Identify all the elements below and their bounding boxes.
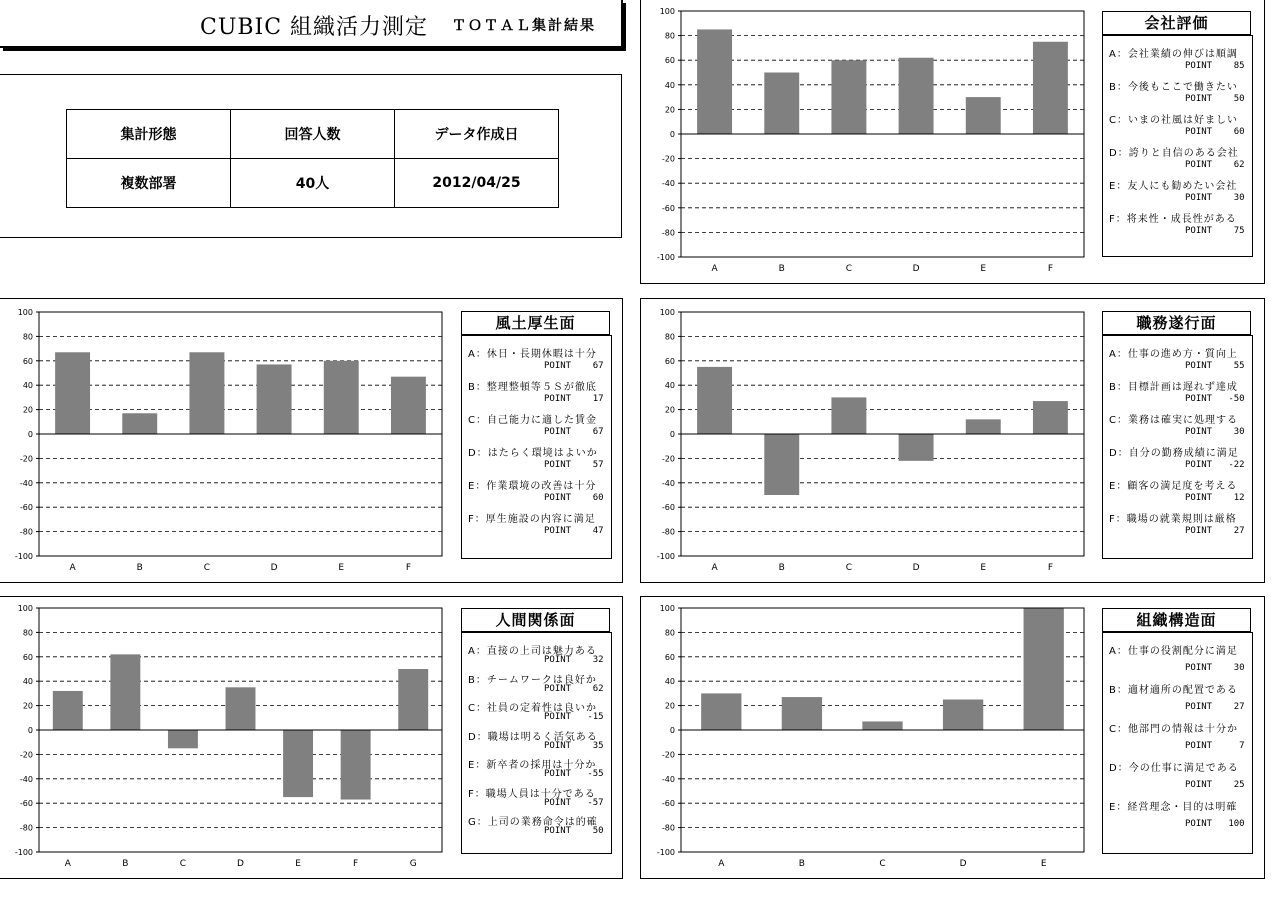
y-tick-label: -20	[19, 454, 33, 464]
y-tick-label: -80	[661, 823, 675, 833]
y-tick-label: 80	[664, 332, 675, 342]
legend-title: 会社評価	[1102, 11, 1251, 35]
legend-item-question: A：会社業績の伸びは順調	[1109, 49, 1238, 60]
x-tick-label: B	[136, 563, 143, 573]
legend-item-question: C：いまの社風は好ましい	[1109, 115, 1238, 126]
x-tick-label: F	[353, 859, 359, 869]
chart-panel	[640, 298, 1265, 583]
y-tick-label: -40	[661, 179, 675, 189]
summary-header-cell: 回答人数	[231, 110, 395, 159]
y-tick-label: 60	[664, 356, 675, 366]
x-tick-label: C	[845, 264, 853, 274]
legend-item	[468, 444, 610, 470]
bar	[324, 361, 359, 434]
bar	[110, 654, 140, 730]
legend-item-point: POINT 32	[544, 655, 604, 665]
y-tick-label: -80	[19, 527, 33, 537]
x-tick-label: B	[778, 563, 785, 573]
legend-item-point: POINT 50	[1185, 94, 1245, 104]
x-tick-label: C	[879, 859, 886, 869]
y-tick-label: 40	[664, 80, 675, 90]
x-tick-label: E	[1040, 859, 1047, 869]
bar	[283, 730, 313, 797]
legend-box	[1102, 632, 1253, 854]
legend-item	[1109, 642, 1251, 673]
bar	[168, 730, 198, 748]
bar	[899, 434, 934, 461]
legend-item	[468, 699, 610, 722]
legend-item-point: POINT 60	[544, 493, 604, 503]
bar	[1033, 42, 1068, 134]
y-tick-label: 80	[664, 31, 675, 41]
legend-item-point: POINT 17	[544, 394, 604, 404]
y-tick-label: -100	[656, 552, 675, 561]
bar	[966, 97, 1001, 134]
x-tick-label: A	[711, 264, 718, 274]
legend-title: 組織構造面	[1102, 608, 1251, 632]
legend-item-question: A：仕事の役割配分に満足	[1109, 646, 1238, 657]
legend-item-question: F：厚生施設の内容に満足	[468, 514, 596, 525]
x-tick-label: A	[64, 859, 71, 869]
y-tick-label: 0	[669, 726, 675, 735]
legend-item-question: A：直接の上司は魅力ある	[468, 646, 597, 657]
y-tick-label: 0	[27, 430, 33, 439]
x-tick-label: D	[959, 859, 967, 869]
legend-item-question: E：顧客の満足度を考える	[1109, 481, 1238, 492]
y-tick-label: -60	[661, 799, 675, 809]
legend-title: 人間関係面	[461, 608, 610, 632]
x-tick-label: C	[179, 859, 187, 869]
y-tick-label: 0	[669, 430, 675, 439]
x-tick-label: E	[295, 859, 301, 869]
legend-item-point: POINT -22	[1185, 460, 1245, 470]
summary-value-cell: 2012/04/25	[395, 159, 559, 208]
legend-item-point: POINT 25	[1185, 780, 1245, 790]
bar	[831, 397, 866, 434]
legend-item-question: E：作業環境の改善は十分	[468, 481, 597, 492]
y-tick-label: 0	[669, 130, 675, 139]
bar	[391, 377, 426, 434]
legend-item	[1109, 798, 1251, 829]
y-tick-label: 80	[22, 332, 33, 342]
bar	[1024, 608, 1064, 730]
y-tick-label: -40	[19, 478, 33, 488]
y-tick-label: 20	[664, 701, 675, 711]
legend-item	[468, 510, 610, 536]
summary-value-row	[67, 159, 559, 208]
x-tick-label: C	[845, 563, 853, 573]
summary-value-cell: 40人	[231, 159, 395, 208]
legend-item	[468, 411, 610, 437]
legend-item-point: POINT 30	[1185, 663, 1245, 673]
legend-item	[1109, 144, 1251, 170]
y-tick-label: 100	[659, 604, 675, 613]
legend-item	[1109, 720, 1251, 751]
legend-item-point: POINT 30	[1185, 427, 1245, 437]
legend-item-question: F：職場の就業規則は厳格	[1109, 514, 1237, 525]
legend-item-point: POINT 75	[1185, 226, 1245, 236]
y-tick-label: 80	[22, 628, 33, 638]
y-tick-label: -100	[656, 848, 675, 857]
y-tick-label: -40	[661, 774, 675, 784]
legend-item	[1109, 345, 1251, 371]
bar	[862, 721, 902, 730]
legend-item	[1109, 444, 1251, 470]
y-tick-label: -20	[661, 750, 675, 760]
y-tick-label: -20	[661, 454, 675, 464]
bar	[943, 700, 983, 731]
y-tick-label: 100	[17, 308, 33, 317]
report-header	[0, 0, 623, 48]
legend-item	[1109, 477, 1251, 503]
legend-item-point: POINT 62	[544, 683, 604, 694]
legend-item-point: POINT 12	[1185, 493, 1245, 503]
y-tick-label: -40	[19, 774, 33, 784]
legend-box	[461, 335, 612, 559]
legend-item	[468, 785, 610, 808]
bar	[226, 687, 256, 730]
y-tick-label: 60	[22, 652, 33, 662]
y-tick-label: 40	[22, 677, 33, 687]
legend-item-question: B：今後もここで働きたい	[1109, 82, 1238, 93]
x-tick-label: D	[912, 264, 920, 274]
legend-item-point: POINT 47	[544, 526, 604, 536]
legend-item-question: E：新卒者の採用は十分か	[468, 760, 597, 771]
chart-panel	[640, 596, 1265, 879]
legend-item-question: C：社員の定着性は良いか	[468, 703, 597, 714]
legend-item-point: POINT 100	[1185, 819, 1245, 829]
summary-table	[66, 109, 559, 208]
legend-item-question: B：適材適所の配置である	[1109, 685, 1238, 696]
legend-item-question: D：今の仕事に満足である	[1109, 763, 1239, 774]
y-tick-label: -80	[19, 823, 33, 833]
legend-item-point: POINT -50	[1185, 394, 1245, 404]
legend-item	[468, 642, 610, 665]
legend-item-point: POINT 85	[1185, 61, 1245, 71]
report-subtitle: ＴＯＴＡＬ集計結果	[452, 18, 596, 34]
y-tick-label: 100	[17, 604, 33, 613]
legend-item	[1109, 378, 1251, 404]
bar	[257, 364, 292, 434]
y-tick-label: 60	[664, 652, 675, 662]
legend-item-point: POINT 35	[544, 740, 604, 751]
bar	[831, 60, 866, 134]
y-tick-label: -20	[661, 154, 675, 164]
legend-item-question: D：誇りと自信のある会社	[1109, 148, 1239, 159]
legend-item	[1109, 681, 1251, 712]
legend-item-point: POINT 50	[544, 826, 604, 836]
y-tick-label: 20	[22, 405, 33, 415]
chart-panel	[0, 298, 623, 583]
bar	[55, 352, 90, 434]
x-tick-label: B	[122, 859, 129, 869]
legend-item	[468, 813, 610, 836]
summary-header-cell: データ作成日	[395, 110, 559, 159]
y-tick-label: -40	[661, 478, 675, 488]
legend-item	[1109, 111, 1251, 137]
legend-title: 風土厚生面	[461, 311, 610, 335]
y-tick-label: 20	[664, 405, 675, 415]
legend-item-point: POINT 30	[1185, 193, 1245, 203]
bar	[697, 29, 732, 134]
legend-item-point: POINT 7	[1185, 741, 1245, 751]
bar	[966, 419, 1001, 434]
legend-item	[1109, 510, 1251, 536]
y-tick-label: 20	[664, 105, 675, 115]
x-tick-label: A	[711, 563, 718, 573]
x-tick-label: C	[203, 563, 211, 573]
x-tick-label: D	[270, 563, 278, 573]
bar	[189, 352, 224, 434]
legend-item-point: POINT 27	[1185, 702, 1245, 712]
legend-item-question: F：将来性・成長性がある	[1109, 214, 1237, 225]
x-tick-label: B	[798, 859, 805, 869]
y-tick-label: -100	[656, 253, 675, 262]
chart-panel	[640, 0, 1265, 284]
y-tick-label: 40	[664, 381, 675, 391]
y-tick-label: 0	[27, 726, 33, 735]
legend-item-question: B：目標計画は遅れず達成	[1109, 382, 1238, 393]
x-tick-label: F	[1047, 563, 1054, 573]
x-tick-label: B	[778, 264, 785, 274]
legend-item	[468, 671, 610, 694]
bar	[341, 730, 371, 800]
legend-item-question: E：経営理念・目的は明確	[1109, 802, 1238, 813]
x-tick-label: F	[405, 563, 412, 573]
bar	[398, 669, 428, 730]
legend-item-point: POINT 55	[1185, 361, 1245, 371]
legend-item-question: E：友人にも勧めたい会社	[1109, 181, 1238, 192]
x-tick-label: E	[980, 264, 987, 274]
summary-header-cell: 集計形態	[67, 110, 231, 159]
bar	[782, 697, 822, 730]
x-tick-label: G	[409, 859, 417, 869]
y-tick-label: -60	[661, 503, 675, 513]
x-tick-label: F	[1047, 264, 1054, 274]
y-tick-label: -80	[661, 228, 675, 238]
legend-box	[1102, 335, 1253, 559]
bar	[697, 367, 732, 434]
legend-item-question: B：チームワークは良好か	[468, 674, 597, 686]
legend-item	[468, 378, 610, 404]
y-tick-label: -100	[14, 848, 33, 857]
x-tick-label: E	[980, 563, 987, 573]
legend-item-point: POINT 57	[544, 460, 604, 470]
legend-item-point: POINT 27	[1185, 526, 1245, 536]
y-tick-label: 100	[659, 7, 675, 16]
y-tick-label: 20	[22, 701, 33, 711]
bar	[764, 73, 799, 135]
legend-item-point: POINT 62	[1185, 160, 1245, 170]
y-tick-label: 40	[664, 677, 675, 687]
summary-value-cell: 複数部署	[67, 159, 231, 208]
y-tick-label: -60	[19, 503, 33, 513]
legend-item-question: A：休日・長期休暇は十分	[468, 349, 597, 360]
y-tick-label: -80	[661, 527, 675, 537]
bar	[1033, 401, 1068, 434]
legend-item	[1109, 177, 1251, 203]
legend-box	[1102, 35, 1253, 257]
y-tick-label: -60	[661, 203, 675, 213]
y-tick-label: -20	[19, 750, 33, 760]
bar	[764, 434, 799, 495]
legend-item	[468, 728, 610, 751]
y-tick-label: 60	[664, 56, 675, 66]
legend-item-point: POINT 67	[544, 427, 604, 437]
legend-item-point: POINT 67	[544, 361, 604, 371]
y-tick-label: 100	[659, 308, 675, 317]
legend-item-question: C：自己能力に適した賃金	[468, 415, 597, 426]
y-tick-label: -100	[14, 552, 33, 561]
report-title: CUBIC 組織活力測定	[200, 15, 429, 40]
legend-item-point: POINT -57	[544, 797, 604, 808]
summary-box	[0, 74, 622, 238]
legend-item-question: D：はたらく環境はよいか	[468, 448, 598, 459]
legend-item-question: D：自分の勤務成績に満足	[1109, 448, 1239, 459]
bar	[122, 413, 157, 434]
y-tick-label: 60	[22, 356, 33, 366]
legend-item	[468, 345, 610, 371]
x-tick-label: D	[237, 859, 244, 869]
legend-item	[1109, 411, 1251, 437]
legend-title: 職務遂行面	[1102, 311, 1251, 335]
chart-panel	[0, 596, 623, 879]
legend-item	[1109, 78, 1251, 104]
summary-header-row	[67, 110, 559, 159]
bar	[899, 58, 934, 134]
y-tick-label: -60	[19, 799, 33, 809]
legend-item-point: POINT -15	[544, 712, 604, 722]
bar	[701, 693, 741, 730]
legend-item-point: POINT 60	[1185, 127, 1245, 137]
legend-item-question: F：職場人員は十分である	[468, 788, 596, 800]
legend-item-point: POINT -55	[544, 769, 604, 779]
x-tick-label: A	[69, 563, 76, 573]
x-tick-label: A	[718, 859, 725, 869]
legend-item-question: D：職場は明るく活気ある	[468, 731, 598, 743]
x-tick-label: E	[338, 563, 345, 573]
legend-item-question: C：業務は確実に処理する	[1109, 415, 1238, 426]
legend-item	[468, 477, 610, 503]
legend-item	[468, 756, 610, 779]
legend-item-question: B：整理整頓等５Ｓが徹底	[468, 382, 597, 393]
y-tick-label: 80	[664, 628, 675, 638]
y-tick-label: 40	[22, 381, 33, 391]
x-tick-label: D	[912, 563, 920, 573]
legend-item	[1109, 210, 1251, 236]
bar	[53, 691, 83, 730]
legend-item	[1109, 759, 1251, 790]
legend-item	[1109, 45, 1251, 71]
legend-item-question: G：上司の業務命令は的確	[468, 817, 598, 828]
legend-item-question: C：他部門の情報は十分か	[1109, 724, 1238, 735]
legend-item-question: A：仕事の進め方・質向上	[1109, 349, 1238, 360]
legend-box	[461, 632, 612, 854]
